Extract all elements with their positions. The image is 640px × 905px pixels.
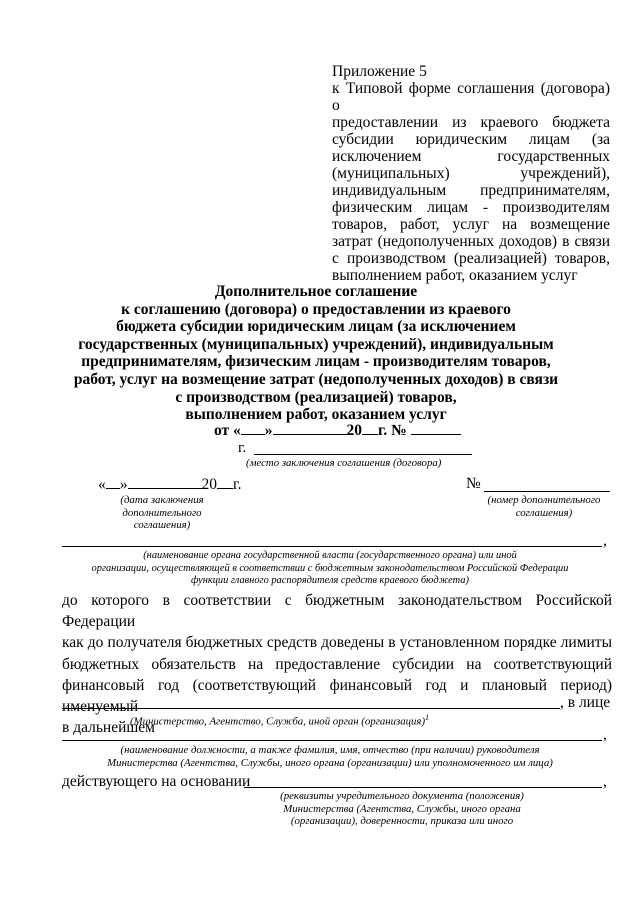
appendix-line: физическим лицам - производителям: [332, 199, 610, 216]
basis-caption: (реквизиты учредительного документа (положения) Министерства (Агентства, Службы, иного органа (организации), доверенности, приказа или иного: [280, 790, 524, 827]
title-line: выполнением работ, оказанием услуг: [185, 406, 447, 424]
date-number-label: г. №: [378, 422, 407, 439]
ministry-caption: (Министерство, Агентство, Служба, иной орган (организация)$^1$: [130, 713, 430, 728]
date-open: от «: [214, 422, 241, 439]
title-line: бюджета субсидии юридическим лицам (за исключением: [116, 318, 516, 336]
title-line: с производством (реализацией) товаров,: [175, 388, 457, 406]
place-prefix: г.: [238, 440, 247, 456]
ministry-suffix: , в лице: [560, 694, 611, 711]
title-line: предпринимателям, физическим лицам - производителям товаров,: [81, 353, 551, 371]
title-line: к соглашению (договора) о предоставлении из краевого: [121, 300, 511, 318]
number-field[interactable]: [484, 491, 610, 492]
date-year: 20: [346, 422, 363, 439]
organ-name-field[interactable]: [62, 546, 602, 547]
basis-label: действующего на основании: [62, 773, 251, 790]
paragraph-line: как до получателя бюджетных средств доведены в установленном порядке лимиты: [62, 634, 612, 652]
appendix-line: к Типовой форме соглашения (договора) о: [332, 80, 610, 114]
title-line: государственных (муниципальных) учреждений), индивидуальным: [78, 335, 554, 353]
date-row: « » 20 г.: [98, 476, 242, 493]
appendix-line: индивидуальным предпринимателям,: [332, 182, 610, 199]
number-caption: (номер дополнительного соглашения): [487, 494, 601, 519]
appendix-line: затрат (недополученных доходов) в связи: [332, 233, 610, 250]
title-line: работ, услуг на возмещение затрат (недополученных доходов) в связи: [73, 370, 559, 388]
appendix-line: (муниципальных) учреждений),: [332, 165, 610, 182]
appendix-line: исключением государственных: [332, 148, 610, 165]
number-sign: №: [466, 475, 481, 492]
organ-caption: (наименование органа государственной власти (государственного органа) или иной организации, осуществляющей в соответствии с бюджетным законодательством Российской Федерации функции главного распорядителя средств краевого бюджета): [91, 550, 569, 586]
ministry-field[interactable]: [62, 708, 560, 709]
appendix-last-line: выполнением работ, оказанием услуг: [332, 267, 578, 284]
footnote-marker: 1: [425, 713, 430, 722]
basis-comma: ,: [603, 773, 607, 790]
title-date-line: [214, 422, 461, 440]
appendix-heading: Приложение 5: [332, 63, 427, 80]
appendix-line: с производством (реализацией) товаров,: [332, 250, 610, 267]
appendix-line: субсидии юридическим лицам (за: [332, 131, 610, 148]
official-comma: ,: [603, 726, 607, 743]
document-title: [36, 283, 596, 424]
appendix-block: [332, 63, 610, 284]
organ-comma: ,: [603, 532, 607, 549]
paragraph-line: бюджетных обязательств на предоставление субсидии на соответствующий: [62, 655, 612, 673]
official-caption: (наименование должности, а также фамилия, имя, отчество (при наличии) руководителя Министерства (Агентства, Службы, иного органа (организации) или уполномоченного им лица): [107, 744, 553, 769]
appendix-line: товаров, работ, услуг на возмещение: [332, 216, 610, 233]
date-close: »: [264, 422, 273, 439]
date-caption: (дата заключения дополнительного соглашения): [120, 494, 204, 531]
place-field[interactable]: [254, 454, 472, 455]
place-caption: (место заключения соглашения (договора): [246, 457, 442, 469]
basis-field[interactable]: [244, 787, 602, 788]
paragraph-line: до которого в соответствии с бюджетным законодательством Российской Федерации: [62, 592, 612, 631]
official-field[interactable]: [62, 740, 602, 741]
appendix-line: предоставлении из краевого бюджета: [332, 114, 610, 131]
paragraph-line: финансовый год (соответствующий финансовый год и плановый период) именуемый: [62, 676, 612, 716]
title-line: Дополнительное соглашение: [214, 283, 418, 300]
paragraph-last-line: в дальнейшем: [62, 719, 155, 737]
